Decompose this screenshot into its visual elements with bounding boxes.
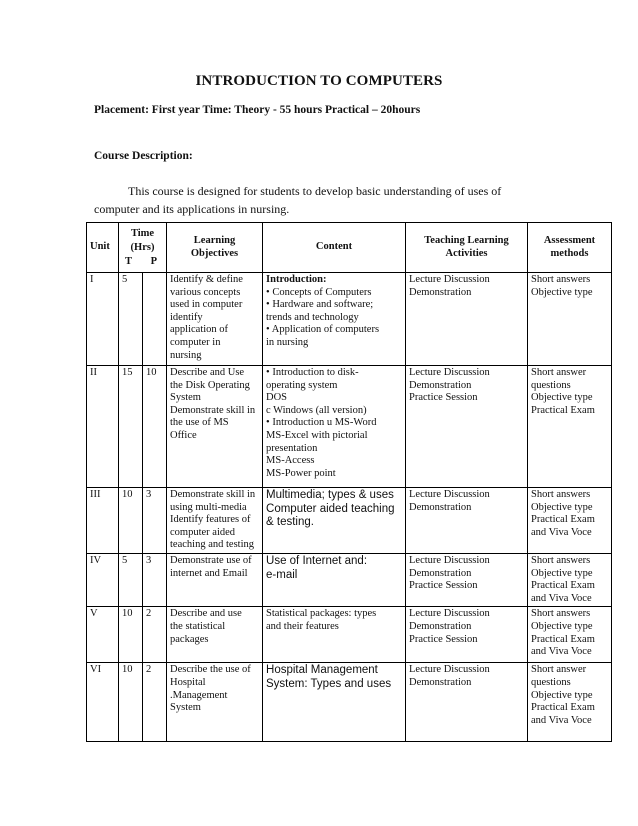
cell-assessment-line: Short answer bbox=[531, 367, 587, 378]
header-hrs-label: (Hrs) bbox=[130, 241, 155, 253]
header-teaching-line-1: Teaching Learning bbox=[424, 234, 509, 246]
cell-unit: IV bbox=[87, 554, 119, 607]
cell-content bbox=[263, 366, 406, 488]
cell-assessment-line: Short answers bbox=[531, 555, 591, 566]
course-table bbox=[86, 222, 612, 742]
cell-assessment-line: questions bbox=[531, 676, 571, 688]
cell-content-line: • Application of computers bbox=[266, 324, 380, 336]
header-objectives-line-2: Objectives bbox=[190, 247, 239, 259]
cell-objectives-line: Demonstrate skill in bbox=[170, 489, 256, 500]
cell-teaching-line: Practice Session bbox=[409, 633, 478, 645]
cell-objectives bbox=[167, 607, 263, 663]
cell-assessment bbox=[528, 554, 612, 607]
cell-assessment-line: and Viva Voce bbox=[531, 714, 592, 726]
cell-content-line: in nursing bbox=[266, 336, 309, 348]
cell-objectives-line: Identify & define bbox=[170, 274, 243, 285]
cell-content-line: presentation bbox=[266, 442, 318, 454]
cell-teaching-line: Demonstration bbox=[409, 620, 472, 632]
cell-theory-hours: 10 bbox=[119, 488, 143, 554]
table-row bbox=[87, 554, 612, 607]
cell-content-line: c Windows (all version) bbox=[266, 404, 367, 416]
cell-teaching-line: Lecture Discussion bbox=[409, 274, 490, 285]
cell-assessment-line: Practical Exam bbox=[531, 702, 595, 714]
header-teaching-line-2: Activities bbox=[445, 247, 488, 259]
cell-unit: III bbox=[87, 488, 119, 554]
cell-content-line: Multimedia; types & uses bbox=[266, 489, 394, 501]
cell-content-line: • Introduction to disk- bbox=[266, 367, 359, 378]
cell-content-line: Use of Internet and: bbox=[266, 555, 368, 567]
cell-teaching bbox=[406, 273, 528, 366]
cell-assessment-line: Short answers bbox=[531, 608, 591, 620]
cell-teaching-line: Demonstration bbox=[409, 286, 472, 298]
cell-assessment-line: and Viva Voce bbox=[531, 646, 592, 658]
cell-assessment-line: Objective type bbox=[531, 689, 593, 701]
cell-content-line: • Introduction u MS-Word bbox=[266, 417, 377, 429]
cell-assessment-line: Objective type bbox=[531, 620, 593, 632]
cell-objectives-line: various concepts bbox=[170, 286, 241, 298]
cell-assessment bbox=[528, 607, 612, 663]
cell-content-line: & testing. bbox=[266, 516, 314, 528]
cell-assessment bbox=[528, 663, 612, 742]
cell-objectives bbox=[167, 273, 263, 366]
cell-teaching-line: Lecture Discussion bbox=[409, 489, 490, 500]
cell-objectives-line: used in computer bbox=[170, 299, 243, 311]
cell-objectives bbox=[167, 554, 263, 607]
cell-teaching-line: Practice Session bbox=[409, 580, 478, 592]
cell-teaching bbox=[406, 607, 528, 663]
cell-unit: V bbox=[87, 607, 119, 663]
table-row bbox=[87, 488, 612, 554]
header-objectives bbox=[167, 223, 263, 273]
cell-theory-hours: 5 bbox=[119, 273, 143, 366]
cell-assessment-line: Practical Exam bbox=[531, 633, 595, 645]
cell-content bbox=[263, 488, 406, 554]
cell-theory-hours: 10 bbox=[119, 607, 143, 663]
header-assessment-line-2: methods bbox=[550, 247, 589, 259]
cell-assessment-line: Short answer bbox=[531, 664, 587, 676]
cell-teaching-line: Lecture Discussion bbox=[409, 608, 490, 620]
cell-practical-hours: 10 bbox=[143, 366, 167, 488]
header-objectives-line-1: Learning bbox=[193, 234, 236, 246]
cell-objectives-line: identify bbox=[170, 311, 203, 323]
cell-content-line: and their features bbox=[266, 620, 339, 632]
cell-assessment bbox=[528, 488, 612, 554]
cell-objectives-line: internet and Email bbox=[170, 567, 248, 579]
cell-objectives bbox=[167, 366, 263, 488]
cell-theory-hours: 15 bbox=[119, 366, 143, 488]
cell-objectives-line: the Disk Operating bbox=[170, 379, 250, 391]
cell-objectives-line: .Management bbox=[170, 689, 228, 701]
cell-content-line: trends and technology bbox=[266, 311, 359, 323]
cell-objectives-line: Describe and use bbox=[170, 608, 242, 620]
description-line-2: computer and its applications in nursing. bbox=[94, 202, 290, 216]
cell-teaching bbox=[406, 488, 528, 554]
cell-assessment bbox=[528, 366, 612, 488]
cell-teaching bbox=[406, 554, 528, 607]
cell-assessment-line: Practical Exam bbox=[531, 580, 595, 592]
cell-objectives-line: Office bbox=[170, 429, 197, 441]
table-header-row bbox=[87, 223, 612, 273]
cell-assessment-line: Objective type bbox=[531, 286, 593, 298]
cell-content-line: Statistical packages: types bbox=[266, 608, 377, 620]
cell-content-line: operating system bbox=[266, 379, 338, 391]
cell-content-line: • Concepts of Computers bbox=[266, 286, 372, 298]
cell-content-line: System: Types and uses bbox=[266, 677, 392, 690]
cell-unit: I bbox=[87, 273, 119, 366]
header-content: Content bbox=[263, 223, 406, 273]
cell-unit: VI bbox=[87, 663, 119, 742]
cell-teaching-line: Demonstration bbox=[409, 379, 472, 391]
cell-objectives-line: System bbox=[170, 702, 201, 714]
table-row bbox=[87, 663, 612, 742]
cell-practical-hours: 2 bbox=[143, 607, 167, 663]
cell-content bbox=[263, 663, 406, 742]
cell-objectives-line: using multi-media bbox=[170, 501, 247, 513]
cell-objectives-line: Demonstrate skill in bbox=[170, 404, 256, 416]
cell-objectives-line: computer in bbox=[170, 336, 221, 348]
cell-content-line: Hospital Management bbox=[266, 664, 378, 677]
cell-theory-hours: 10 bbox=[119, 663, 143, 742]
cell-content bbox=[263, 607, 406, 663]
cell-assessment-line: Objective type bbox=[531, 501, 593, 513]
cell-assessment-line: and Viva Voce bbox=[531, 592, 592, 604]
header-teaching bbox=[406, 223, 528, 273]
cell-content-line: • Hardware and software; bbox=[266, 299, 374, 311]
cell-practical-hours: 3 bbox=[143, 488, 167, 554]
cell-assessment-line: Practical Exam bbox=[531, 404, 595, 416]
cell-content bbox=[263, 273, 406, 366]
cell-objectives-line: Identify features of bbox=[170, 514, 251, 526]
header-unit: Unit bbox=[87, 223, 119, 273]
cell-objectives-line: the use of MS bbox=[170, 417, 229, 429]
header-t: T bbox=[125, 255, 133, 267]
cell-assessment-line: and Viva Voce bbox=[531, 526, 592, 538]
cell-assessment-line: Short answers bbox=[531, 274, 591, 285]
cell-content-line: Computer aided teaching bbox=[266, 502, 395, 515]
cell-objectives-line: Describe the use of bbox=[170, 664, 251, 676]
header-assessment bbox=[528, 223, 612, 273]
cell-assessment-line: Objective type bbox=[531, 567, 593, 579]
cell-teaching bbox=[406, 663, 528, 742]
cell-content-line: MS-Access bbox=[266, 455, 315, 467]
cell-teaching-line: Lecture Discussion bbox=[409, 367, 490, 378]
cell-teaching bbox=[406, 366, 528, 488]
cell-objectives-line: teaching and testing bbox=[170, 539, 254, 551]
cell-objectives-line: computer aided bbox=[170, 526, 236, 538]
cell-objectives bbox=[167, 663, 263, 742]
cell-teaching-line: Lecture Discussion bbox=[409, 664, 490, 676]
cell-unit: II bbox=[87, 366, 119, 488]
table-row bbox=[87, 366, 612, 488]
cell-theory-hours: 5 bbox=[119, 554, 143, 607]
cell-objectives-line: Hospital bbox=[170, 676, 206, 688]
cell-objectives bbox=[167, 488, 263, 554]
table-row bbox=[87, 607, 612, 663]
course-description-label: Course Description: bbox=[94, 150, 193, 162]
page-title: INTRODUCTION TO COMPUTERS bbox=[195, 73, 443, 89]
placement-line: Placement: First year Time: Theory - 55 hours Practical – 20hours bbox=[94, 104, 421, 116]
cell-content-line: MS-Power point bbox=[266, 467, 336, 479]
header-p: P bbox=[150, 255, 158, 267]
cell-assessment bbox=[528, 273, 612, 366]
course-description-text bbox=[94, 182, 544, 218]
table-row bbox=[87, 273, 612, 366]
cell-teaching-line: Demonstration bbox=[409, 501, 472, 513]
cell-content-line: DOS bbox=[266, 392, 288, 404]
cell-teaching-line: Lecture Discussion bbox=[409, 555, 490, 566]
cell-content-line: MS-Excel with pictorial bbox=[266, 429, 368, 441]
cell-content bbox=[263, 554, 406, 607]
cell-assessment-line: Short answers bbox=[531, 489, 591, 500]
cell-practical-hours bbox=[143, 273, 167, 366]
cell-assessment-line: questions bbox=[531, 379, 571, 391]
cell-objectives-line: Demonstrate use of bbox=[170, 555, 252, 566]
cell-teaching-line: Demonstration bbox=[409, 676, 472, 688]
cell-objectives-line: nursing bbox=[170, 349, 202, 361]
cell-teaching-line: Practice Session bbox=[409, 392, 478, 404]
header-time-label: Time bbox=[130, 227, 155, 239]
cell-teaching-line: Demonstration bbox=[409, 567, 472, 579]
cell-practical-hours: 3 bbox=[143, 554, 167, 607]
description-line-1: This course is designed for students to develop basic understanding of uses of bbox=[128, 184, 502, 198]
header-tp bbox=[122, 255, 163, 269]
cell-objectives-line: packages bbox=[170, 633, 209, 645]
header-assessment-line-1: Assessment bbox=[543, 234, 596, 246]
cell-objectives-line: the statistical bbox=[170, 620, 226, 632]
cell-practical-hours: 2 bbox=[143, 663, 167, 742]
cell-objectives-line: System bbox=[170, 392, 201, 404]
header-time bbox=[119, 223, 167, 273]
cell-content-line: e-mail bbox=[266, 568, 298, 581]
cell-objectives-line: Describe and Use bbox=[170, 367, 245, 378]
cell-assessment-line: Objective type bbox=[531, 392, 593, 404]
cell-content-line: Introduction: bbox=[266, 274, 327, 285]
cell-assessment-line: Practical Exam bbox=[531, 514, 595, 526]
cell-objectives-line: application of bbox=[170, 324, 229, 336]
